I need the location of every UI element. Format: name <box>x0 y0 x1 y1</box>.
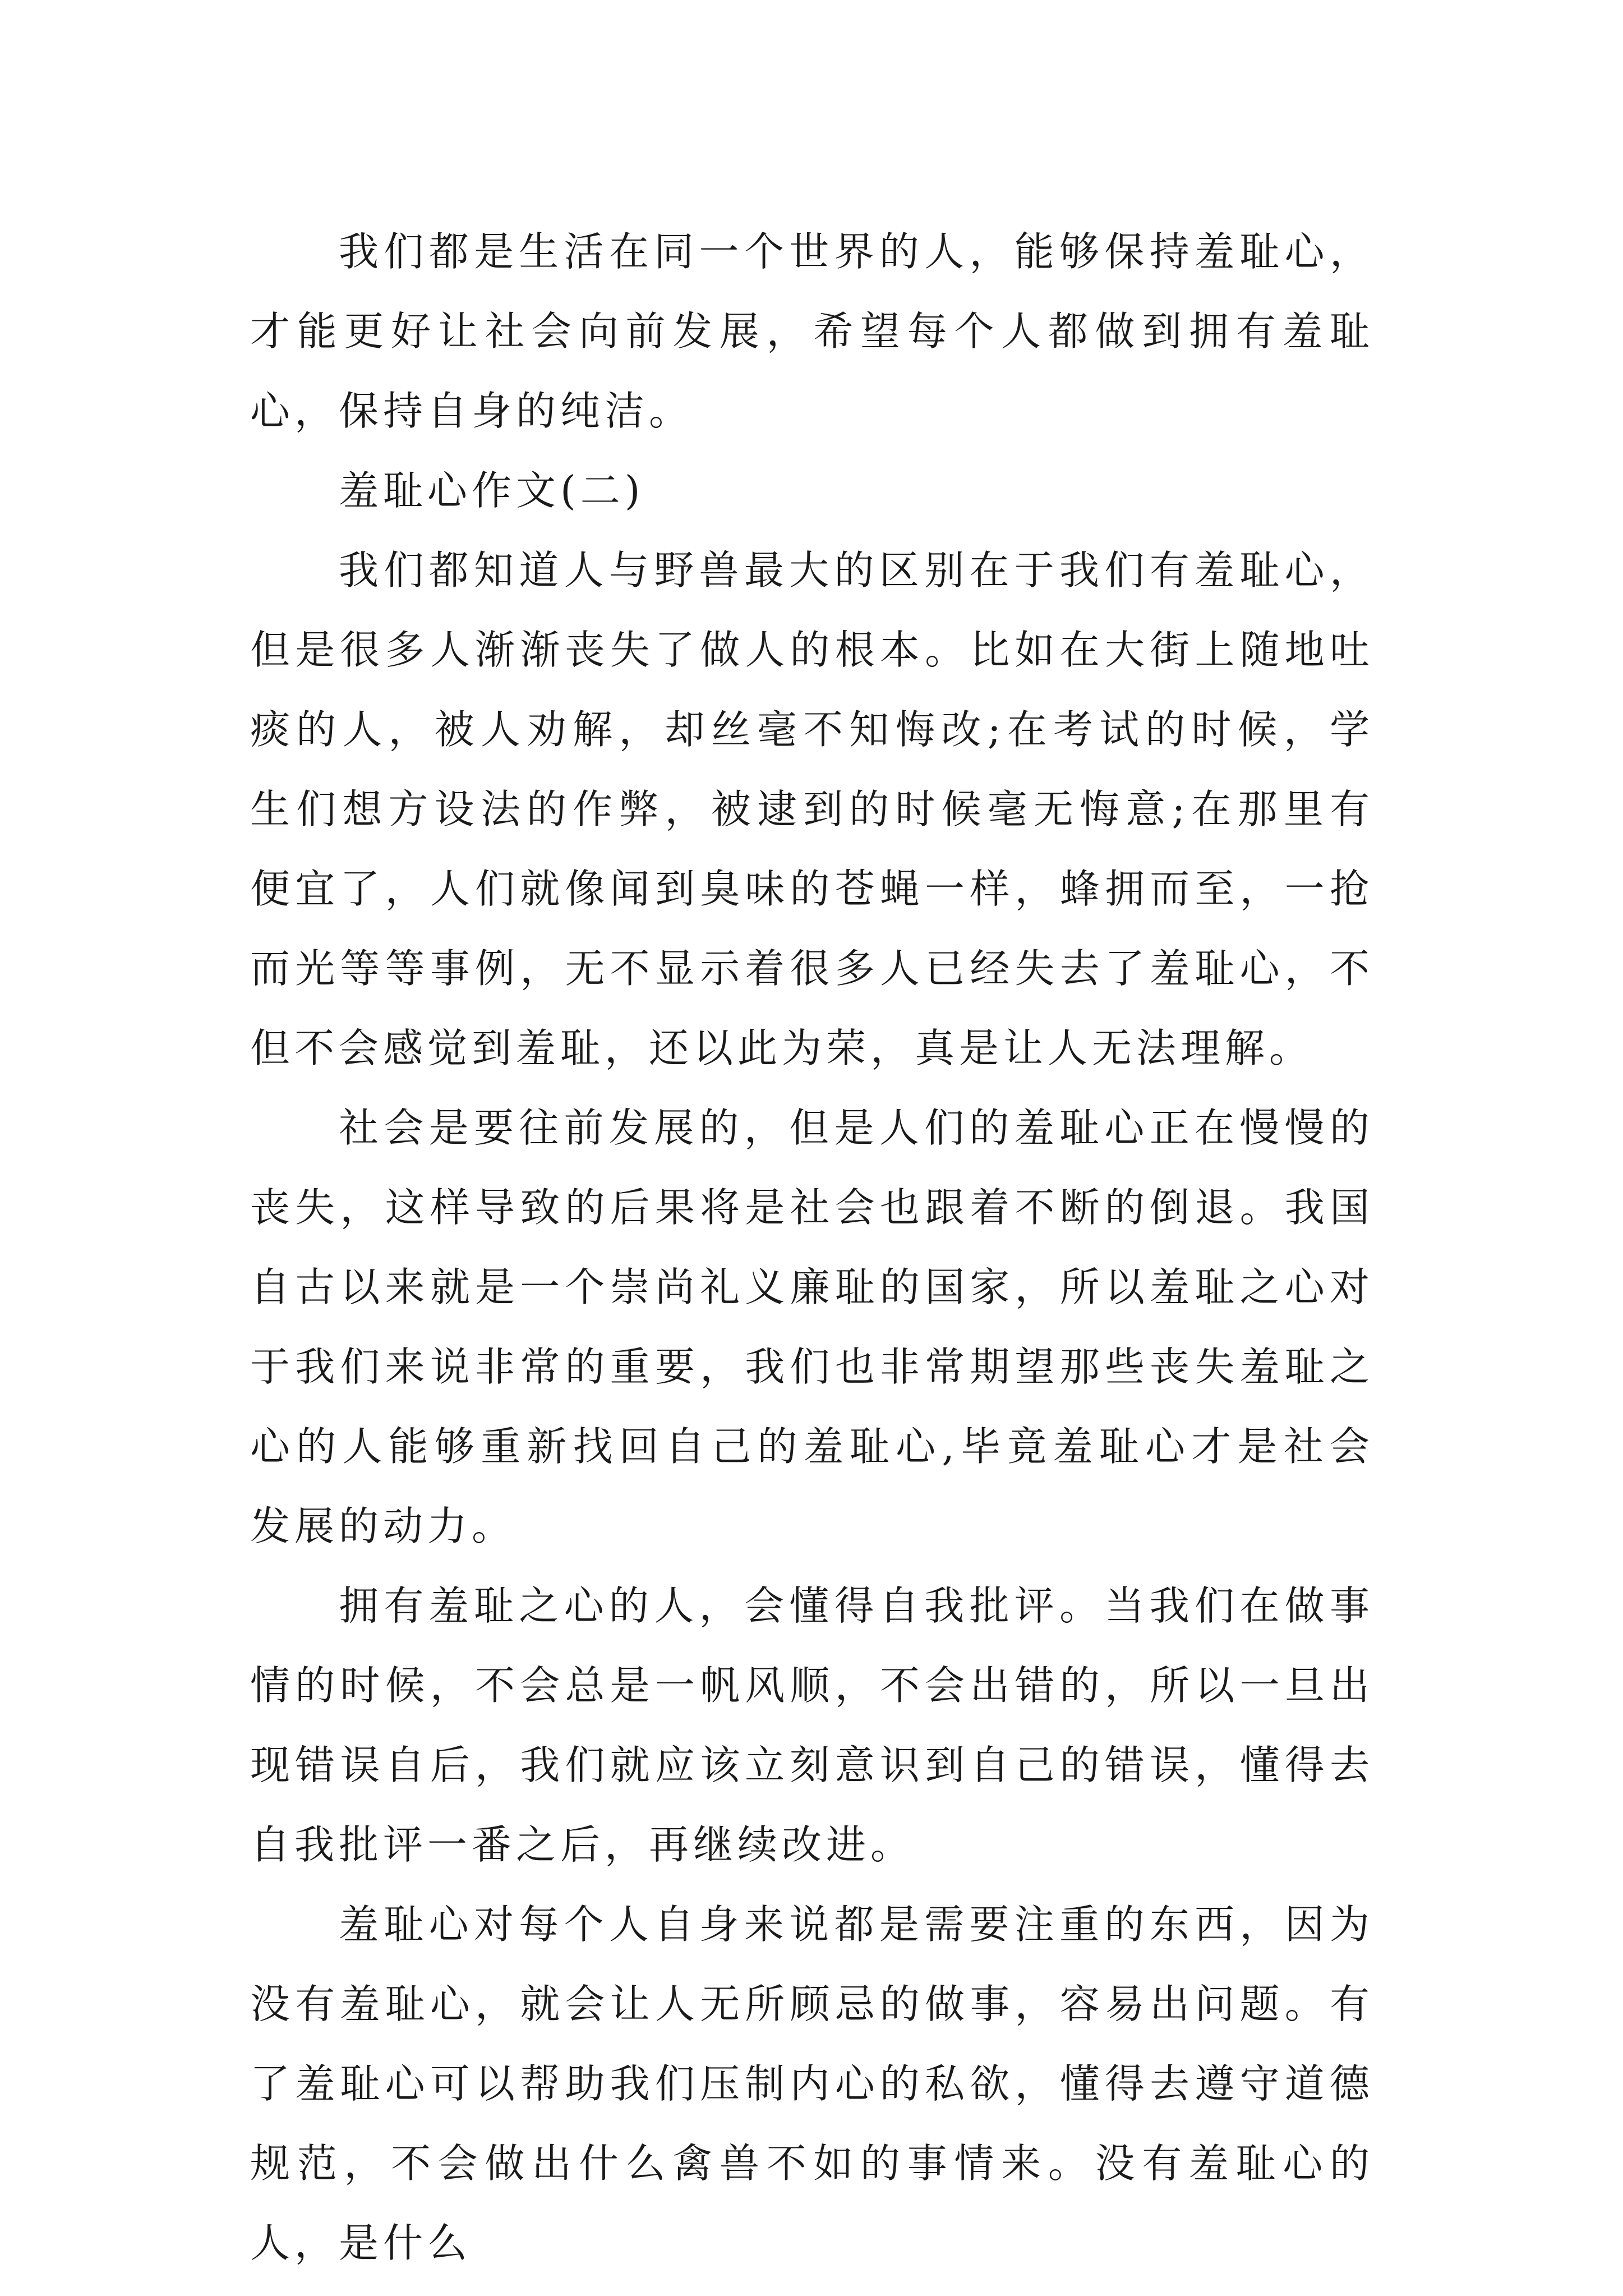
paragraph-3: 社会是要往前发展的，但是人们的羞耻心正在慢慢的丧失，这样导致的后果将是社会也跟着不断的倒退。我国自古以来就是一个崇尚礼义廉耻的国家，所以羞耻之心对于我们来说非常的重要，我们也非常期望那些丧失羞耻之心的人能够重新找回自己的羞耻心,毕竟羞耻心才是社会发展的动力。 <box>250 1105 1374 1549</box>
paragraph-4: 拥有羞耻之心的人，会懂得自我批评。当我们在做事情的时候，不会总是一帆风顺，不会出错的，所以一旦出现错误自后，我们就应该立刻意识到自己的错误，懂得去自我批评一番之后，再继续改进。 <box>250 1582 1374 1868</box>
section-heading: 羞耻心作文(二) <box>339 467 645 514</box>
paragraph-1: 我们都是生活在同一个世界的人，能够保持羞耻心，才能更好让社会向前发展，希望每个人都做到拥有羞耻心，保持自身的纯洁。 <box>250 228 1374 434</box>
paragraph-5: 羞耻心对每个人自身来说都是需要注重的东西，因为没有羞耻心，就会让人无所顾忌的做事，容易出问题。有了羞耻心可以帮助我们压制内心的私欲，懂得去遵守道德规范，不会做出什么禽兽不如的事情来。没有羞耻心的人，是什么 <box>250 1901 1374 2266</box>
document-body <box>250 212 1374 2283</box>
paragraph-2: 我们都知道人与野兽最大的区别在于我们有羞耻心，但是很多人渐渐丧失了做人的根本。比如在大街上随地吐痰的人，被人劝解，却丝毫不知悔改;在考试的时候，学生们想方设法的作弊，被逮到的时候毫无悔意;在那里有便宜了，人们就像闻到臭味的苍蝇一样，蜂拥而至，一抢而光等等事例，无不显示着很多人已经失去了羞耻心，不但不会感觉到羞耻，还以此为荣，真是让人无法理解。 <box>250 547 1374 1071</box>
